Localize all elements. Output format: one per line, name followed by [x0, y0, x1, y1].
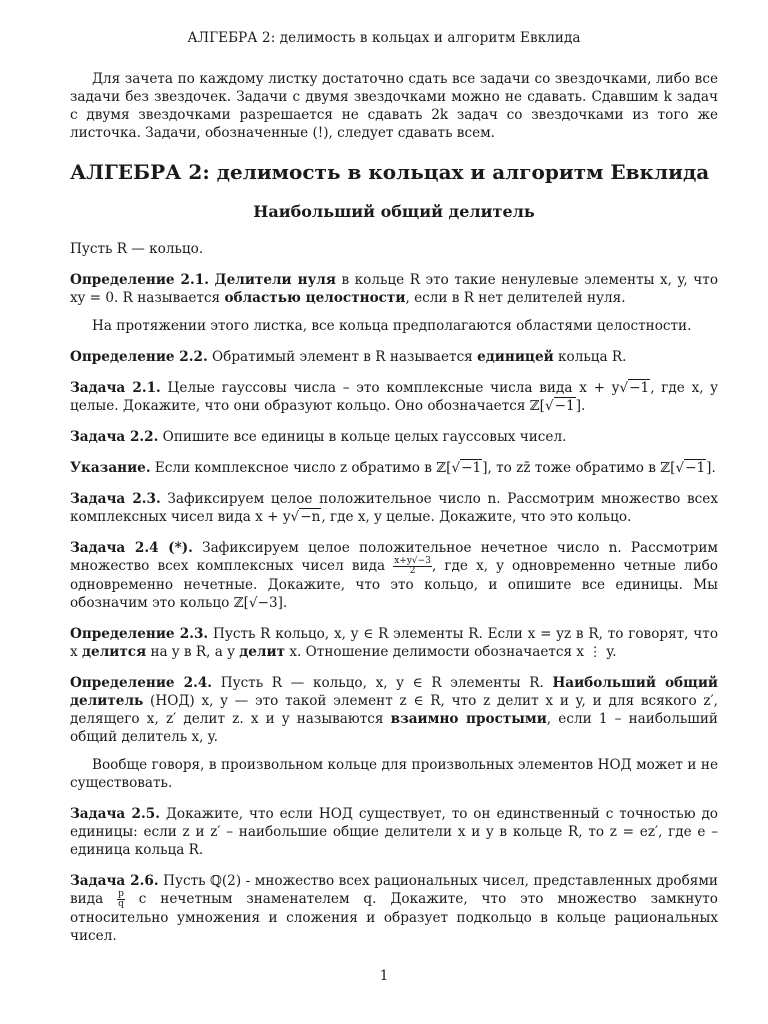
problem-label: Задача 2.5.	[70, 806, 160, 822]
radicand: −1	[685, 460, 706, 476]
term: Наибольший общий делитель	[70, 675, 718, 709]
hint-text: Если комплексное число z обратимо в ℤ[	[150, 460, 452, 476]
problem-text: , где x, y целые. Докажите, что они образуют кольцо. Оно обозначается ℤ[	[70, 380, 718, 414]
definition-label: Определение 2.3.	[70, 626, 209, 642]
page-number: 1	[379, 968, 389, 984]
problem-text: .	[282, 595, 288, 611]
problem-text: , где x, y целые. Докажите, что это кольцо.	[321, 509, 632, 525]
problem-text: ].	[575, 398, 586, 414]
problem-label: Задача 2.1.	[70, 380, 161, 396]
radicand: −1	[629, 380, 650, 396]
hint-label: Указание.	[70, 460, 151, 476]
definition-2-3	[70, 625, 718, 661]
definition-text: Пусть R — кольцо, x, y ∈ R элементы R.	[212, 675, 553, 691]
hint: Указание. Если комплексное число z обратимо в ℤ[√−1], то zz̄ тоже обратимо в ℤ[√−1].	[70, 460, 716, 476]
definition-2-4	[70, 674, 718, 746]
definition-label: Определение 2.2.	[70, 349, 208, 365]
problem-2-2	[70, 428, 718, 446]
definition-2-2	[70, 348, 718, 366]
problem-text: Целые гауссовы числа – это комплексные числа вида x + y	[160, 380, 620, 396]
definition-text: , если 1 – наибольший общий делитель x, y.	[70, 711, 718, 745]
fraction	[393, 557, 432, 576]
fraction-denominator: q	[118, 899, 124, 909]
problem-label: Задача 2.3.	[70, 491, 161, 507]
definition-label: Определение 2.4.	[70, 675, 213, 691]
fraction-denominator: 2	[409, 566, 416, 576]
definition-text: кольца R.	[553, 349, 627, 365]
problem-text: Пусть ℚ(2) - множество всех рациональных чисел, представленных дробями вида	[70, 873, 718, 907]
problem-label: Задача 2.6.	[70, 873, 159, 889]
section-heading: Наибольший общий делитель	[253, 202, 535, 221]
term: областью целостности	[224, 290, 406, 306]
term: делит	[239, 644, 286, 660]
remark-domains: На протяжении этого листка, все кольца предполагаются областями целостности.	[92, 318, 692, 334]
problem-2-5	[70, 805, 718, 859]
fraction-numerator: p	[118, 889, 124, 899]
term: единицей	[477, 349, 554, 365]
problem-text: Опишите все единицы в кольце целых гауссовых чисел.	[158, 429, 567, 445]
definition-text: на y в R, а y	[146, 644, 240, 660]
term: делится	[82, 644, 147, 660]
problem-text: Зафиксируем целое положительное число n. Рассмотрим множество всех комплексных чисел вида x + y	[70, 491, 719, 525]
definition-label: Определение 2.1.	[70, 272, 209, 288]
definition-text: Пусть R кольцо, x, y ∈ R элементы R. Если x = yz в R, то говорят, что x	[70, 626, 718, 660]
problem-text: , где x, y одновременно четные либо одновременно нечетные. Докажите, что это кольцо, и опишите все единицы. Мы обозначим это кольцо	[70, 558, 718, 611]
problem-label: Задача 2.4 (*).	[70, 540, 193, 556]
radicand: −1	[554, 398, 575, 414]
term: взаимно простыми	[390, 711, 547, 727]
radicand: −n	[300, 509, 321, 525]
definition-2-1	[70, 271, 718, 307]
definition-text: , если в R нет делителей нуля.	[405, 290, 626, 306]
problem-2-4	[70, 539, 718, 612]
running-head: АЛГЕБРА 2: делимость в кольцах и алгоритм Евклида	[187, 30, 581, 46]
intro-paragraph: Для зачета по каждому листку достаточно сдать все задачи со звездочками, либо все задачи без звездочек. Задачи с двумя звездочками можно не сдавать. Сдавшим k задач с двумя звездочками разрешается не сдавать 2k задач со звездочками из того же листочка. Задачи, обозначенные (!), следует сдавать всем.	[70, 71, 718, 141]
problem-2-3: Задача 2.3. Зафиксируем целое положительное число n. Рассмотрим множество всех комплексных чисел вида x + y√−n, где x, y целые. Докажите, что это кольцо.	[70, 491, 719, 525]
radicand: −1	[461, 460, 482, 476]
definition-text: (НОД) x, y — это такой элемент z ∈ R, что z делит x и y, и для всякого z′, делящего x, z′ делит z. x и y называются	[70, 693, 718, 727]
definition-text: Обратимый элемент в R называется	[207, 349, 478, 365]
problem-text: Зафиксируем целое положительное нечетное число n. Рассмотрим множество всех комплексных чисел вида	[70, 540, 718, 574]
problem-2-1: Задача 2.1. Целые гауссовы числа – это комплексные числа вида x + y√−1, где x, y целые. Докажите, что они образуют кольцо. Оно обозначается ℤ[√−1].	[70, 380, 718, 414]
problem-text: с нечетным знаменателем q. Докажите, что это множество замкнуто относительно умножения и сложения и образует подкольцо в кольце рациональных чисел.	[70, 891, 718, 944]
definition-text: x. Отношение делимости обозначается x ⋮ y.	[285, 644, 617, 660]
fraction	[117, 890, 125, 909]
definition-text: в кольце R это такие ненулевые элементы x, y, что xy = 0. R называется	[70, 272, 719, 306]
page-body	[70, 70, 718, 945]
let-ring-line: Пусть R — кольцо.	[70, 241, 204, 257]
problem-label: Задача 2.2.	[70, 429, 159, 445]
problem-text: Докажите, что если НОД существует, то он единственный с точностью до единицы: если z и z′ – наибольшие общие делители x и y в кольце R, то z = ez′, где e – единица кольца R.	[70, 806, 718, 858]
remark-gcd: Вообще говоря, в произвольном кольце для произвольных элементов НОД может и не существовать.	[70, 757, 718, 791]
hint-text: ], то zz̄ тоже обратимо в ℤ[	[482, 460, 676, 476]
problem-2-6	[70, 872, 718, 945]
fraction-numerator: x+y√−3	[394, 556, 431, 566]
ring-notation: ℤ[√−3]	[233, 595, 283, 611]
hint-text: ].	[706, 460, 716, 476]
term: Делители нуля	[214, 272, 336, 288]
sheet-title: АЛГЕБРА 2: делимость в кольцах и алгоритм Евклида	[70, 160, 710, 184]
